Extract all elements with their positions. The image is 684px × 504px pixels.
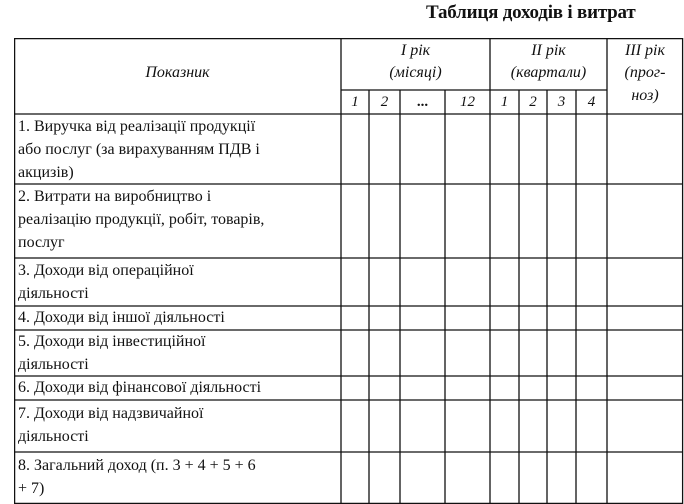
income-expense-table [14, 38, 684, 504]
header-year3-line3: ноз) [631, 87, 659, 104]
row-7-label: 7. Доходи від надзвичайної діяльності [18, 405, 204, 445]
row-3-label: 3. Доходи від операційної діяльності [18, 262, 194, 302]
header-year1-unit: (місяці) [389, 64, 442, 81]
header-indicator: Показник [145, 64, 210, 81]
row-5-label: 5. Доходи від інвестиційної діяльності [18, 333, 206, 373]
quarter-col-4: 4 [587, 94, 596, 110]
quarter-col-2: 2 [529, 94, 537, 110]
quarter-col-1: 1 [500, 94, 509, 110]
header-year2-unit: (квартали) [510, 64, 587, 81]
header-year1-title: I рік [400, 42, 431, 59]
table-title: Таблиця доходів і витрат [426, 2, 636, 23]
quarter-col-3: 3 [557, 94, 566, 110]
row-4-label: 4. Доходи від іншої діяльності [18, 309, 225, 326]
header-year3-title: III рік [625, 42, 665, 59]
month-col-12: 12 [460, 94, 475, 110]
month-col-2: 2 [380, 94, 389, 110]
row-6-label: 6. Доходи від фінансової діяльності [18, 379, 262, 396]
row-2-label: 2. Витрати на виробництво і реалізацію продукції, робіт, товарів, послуг [18, 188, 265, 251]
row-8-label: 8. Загальний доход (п. 3 + 4 + 5 + 6 + 7) [18, 457, 256, 497]
header-year3-line2: (прог- [624, 64, 666, 81]
month-col-1: 1 [351, 94, 359, 110]
header-year2-title: II рік [531, 42, 566, 59]
month-col-ellipsis: ... [416, 94, 429, 110]
row-1-label: 1. Виручка від реалізації продукції або послуг (за вирахуванням ПДВ і акцизів) [18, 118, 260, 181]
